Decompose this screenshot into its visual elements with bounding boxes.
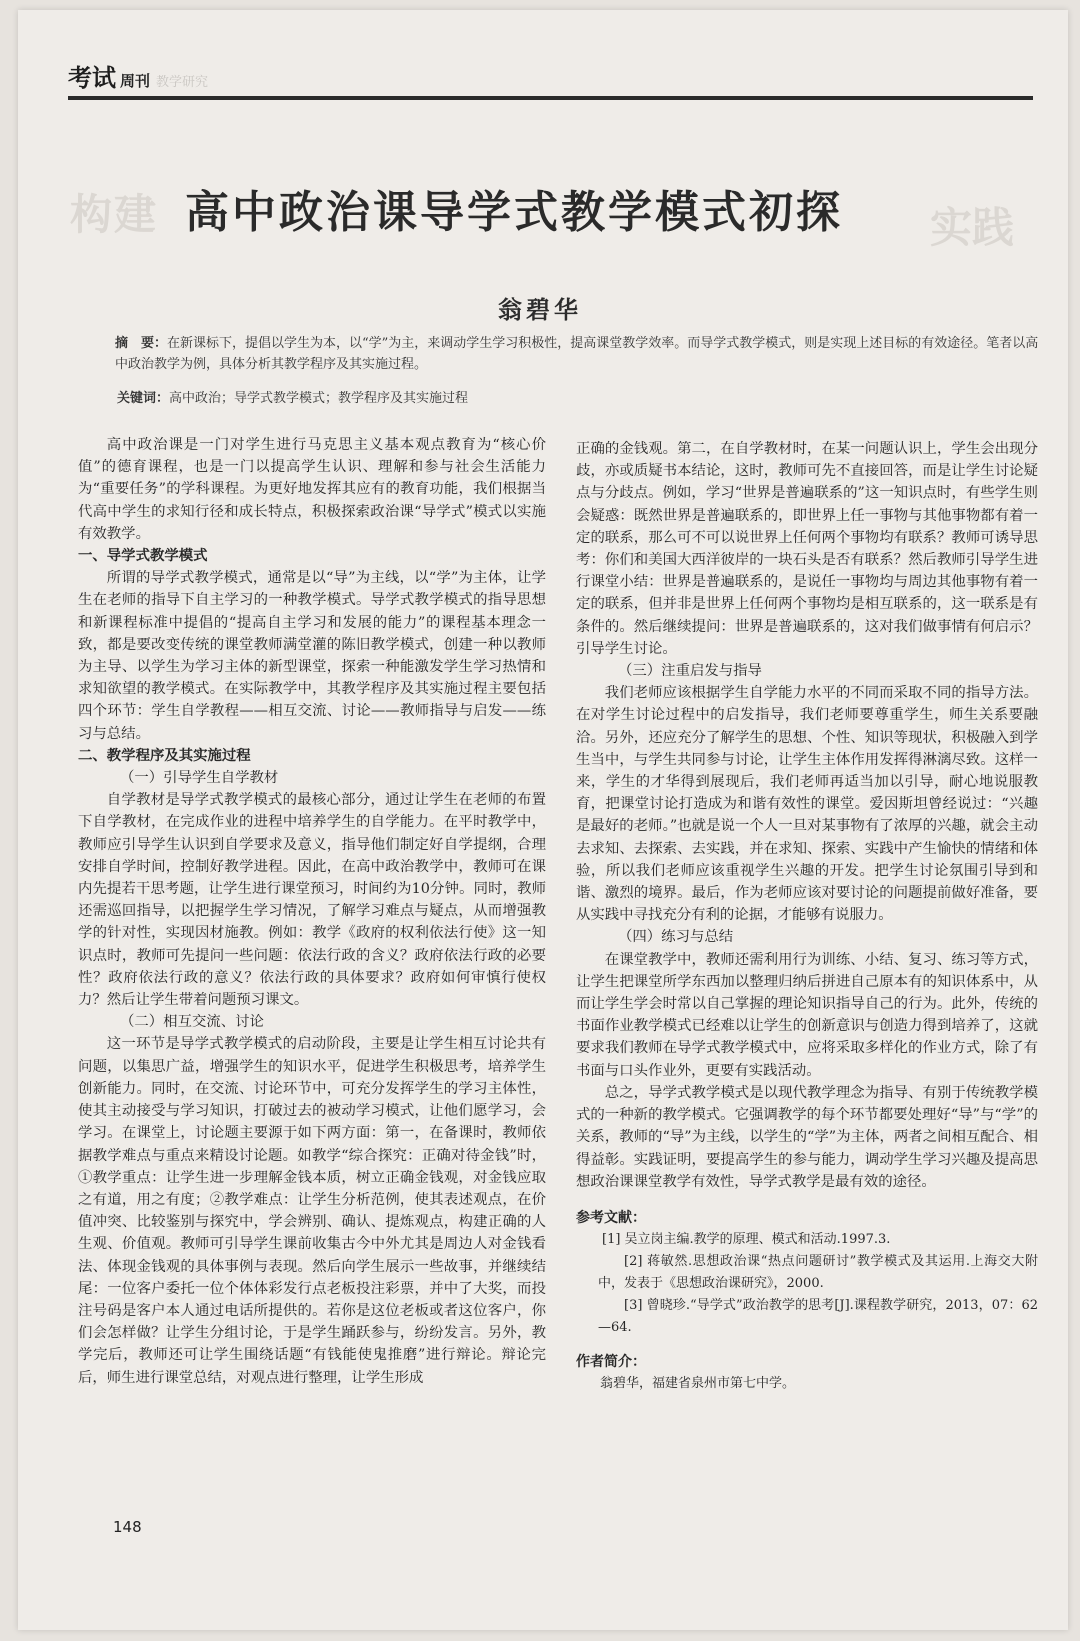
abstract-text: 在新课标下，提倡以学生为本，以“学”为主，来调动学生学习积极性，提高课堂教学效率。而导学式教学模式，则是实现上述目标的有效途径。笔者以高中政治教学为例，具体分析其教学程序及其实施过程。: [115, 336, 1039, 372]
page-number: 148: [113, 1518, 142, 1536]
intro-paragraph: 高中政治课是一门对学生进行马克思主义基本观点教育为“核心价值”的德育课程，也是一门以提高学生认识、理解和参与社会生活能力为“重要任务”的学科课程。为更好地发挥其应有的教育功能，我们根据当代高中学生的求知行径和成长特点，积极探索政治课“导学式”模式以实施有效教学。: [78, 437, 546, 542]
section-heading-1: 一、导学式教学模式: [78, 548, 208, 565]
reference-item: [2] 蒋敏然.思想政治课“热点问题研讨”教学模式及其运用.上海交大附中，发表于《思想政治课研究》，2000.: [598, 1254, 1038, 1292]
magazine-name: 考试: [68, 64, 116, 92]
subsection-heading-2: （二）相互交流、讨论: [120, 1014, 264, 1031]
subsection-1-paragraph: 自学教材是导学式教学模式的最核心部分，通过让学生在老师的布置下自学教材，在完成作业的进程中培养学生的自学能力。在平时教学中，教师应引导学生认识到自学要求及意义，指导他们制定好自学提纲，合理安排自学时间，控制好教学进程。因此，在高中政治教学中，教师可在课内先提若干思考题，让学生进行课堂预习，时间约为10分钟。同时，教师还需巡回指导，以把握学生学习情况，了解学习难点与疑点，从而增强教学的针对性，实现因材施教。例如：教学《政府的权利依法行使》这一知识点时，教师可先提问一些问题：依法行政的含义？政府依法行政的必要性？政府依法行政的意义？依法行政的具体要求？政府如何审慎行使权力？然后让学生带着问题预习课文。: [78, 792, 546, 1009]
left-column: [78, 434, 546, 1389]
reference-item: [1] 吴立岗主编.教学的原理、模式和活动.1997.3.: [602, 1232, 891, 1248]
keywords-label: 关键词：: [117, 391, 170, 406]
bleed-through-text-right: 实践: [930, 203, 1015, 252]
keywords: [117, 387, 1047, 406]
keywords-text: 高中政治；导学式教学模式；教学程序及其实施过程: [169, 391, 469, 406]
right-column: [576, 438, 1038, 1396]
subsection-heading-1: （一）引导学生自学教材: [120, 770, 279, 787]
continued-paragraph: 正确的金钱观。第二，在自学教材时，在某一问题认识上，学生会出现分歧，亦或质疑书本结论，这时，教师可先不直接回答，而是让学生讨论疑点与分歧点。例如，学习“世界是普遍联系的”这一知识点时，有些学生则会疑惑：既然世界是普遍联系的，即世界上任一事物与其他事物都有着一定的联系，那么可不可以说世界上任何两个事物均有联系？教师可诱导思考：你们和美国大西洋彼岸的一块石头是否有联系？然后教师引导学生进行课堂小结：世界是普遍联系的，是说任一事物均与周边其他事物有着一定的联系，但并非是世界上任何两个事物均是相互联系的，这一联系是有条件的。然后继续提问：世界是普遍联系的，这对我们做事情有何启示？引导学生讨论。: [576, 441, 1038, 657]
reference-item: [3] 曾晓珍.“导学式”政治教学的思考[J].课程教学研究，2013，07：62—64.: [598, 1298, 1038, 1336]
author-bio-title: 作者简介：: [576, 1354, 646, 1371]
bleed-through-text-left: 构建: [70, 190, 159, 239]
conclusion-paragraph: 总之，导学式教学模式是以现代教学理念为指导、有别于传统教学模式的一种新的教学模式。它强调教学的每个环节都要处理好“导”与“学”的关系，教师的“导”为主线，以学生的“学”为主体，两者之间相互配合、相得益彰。实践证明，要提高学生的参与能力，调动学生学习兴趣及提高思想政治课课堂教学有效性，导学式教学是最有效的途径。: [576, 1084, 1038, 1190]
header-rule: [68, 96, 1033, 100]
references-title: 参考文献：: [576, 1209, 646, 1226]
subsection-heading-3: （三）注重启发与指导: [618, 663, 762, 680]
abstract: [115, 333, 1050, 375]
abstract-label: 摘 要：: [115, 336, 168, 351]
subsection-heading-4: （四）练习与总结: [618, 929, 734, 946]
article-author: 翁碧华: [498, 295, 582, 324]
subsection-4-paragraph: 在课堂教学中，教师还需利用行为训练、小结、复习、练习等方式，让学生把课堂所学东西加以整理归纳后拼进自己原本有的知识体系中，从而让学生学会时常以自己掌握的理论知识指导自己的行为。此外，传统的书面作业教学模式已经难以让学生的创新意识与创造力得到培养了，这就要求我们教师在导学式教学模式中，应将采取多样化的作业方式，除了有书面与口头作业外，更要有实践活动。: [576, 951, 1038, 1079]
author-bio: 翁碧华，福建省泉州市第七中学。: [600, 1376, 796, 1392]
section-1-paragraph: 所谓的导学式教学模式，通常是以“导”为主线，以“学”为主体，让学生在老师的指导下自主学习的一种教学模式。导学式教学模式的指导思想和新课程标准中提倡的“提高自主学习和发展的能力”的课程基本理念一致，都是要改变传统的课堂教师满堂灌的陈旧教学模式，创建一种以教师为主导、以学生为学习主体的新型课堂，探索一种能激发学生学习热情和求知欲望的教学模式。在实际教学中，其教学程序及其实施过程主要包括四个环节：学生自学教程——相互交流、讨论——教师指导与启发——练习与总结。: [78, 570, 546, 742]
section-heading-2: 二、教学程序及其实施过程: [78, 747, 251, 764]
running-header: [68, 58, 1028, 98]
article-title: 高中政治课导学式教学模式初探: [185, 187, 843, 238]
header-ghost-text: 教学研究: [156, 75, 209, 90]
subsection-2-paragraph: 这一环节是导学式教学模式的启动阶段，主要是让学生相互讨论共有问题，以集思广益，增强学生的知识水平，促进学生积极思考，培养学生创新能力。同时，在交流、讨论环节中，可充分发挥学生的学习主体性，使其主动接受与学习知识，打破过去的被动学习模式，让他们愿学习，会学习。在课堂上，讨论题主要源于如下两方面：第一，在备课时，教师依据教学难点与重点来精设讨论题。如教学“综合探究：正确对待金钱”时，①教学重点：让学生进一步理解金钱本质，树立正确金钱观，对金钱应取之有道，用之有度；②教学难点：让学生分析范例，使其表述观点，在价值冲突、比较鉴别与探究中，学会辨别、确认、提炼观点，构建正确的人生观、价值观。教师可引导学生课前收集古今中外尤其是周边人对金钱看法、体现金钱观的具体事例与表现。然后向学生展示一些故事，并继续结尾：一位客户委托一位个体体彩发行点老板投注彩票，并中了大奖，而投注号码是客户本人通过电话所提供的。若你是这位老板或者这位客户，你们会怎样做？让学生分组讨论，于是学生踊跃参与，纷纷发言。另外，教学完后，教师还可让学生围绕话题“有钱能使鬼推磨”进行辩论。辩论完后，师生进行课堂总结，对观点进行整理，让学生形成: [78, 1036, 546, 1386]
references-list: [576, 1229, 1038, 1339]
magazine-subtitle: 周刊: [120, 72, 151, 90]
subsection-3-paragraph: 我们老师应该根据学生自学能力水平的不同而采取不同的指导方法。在对学生讨论过程中的启发指导，我们老师要尊重学生，师生关系要融洽。另外，还应充分了解学生的思想、个性、知识等现状，积极融入到学生当中，与学生共同参与讨论，让学生主体作用发挥得淋漓尽致。这样一来，学生的才华得到展现后，我们老师再适当加以引导，耐心地说服教育，把课堂讨论打造成为和谐有效性的课堂。爱因斯坦曾经说过：“兴趣是最好的老师。”也就是说一个人一旦对某事物有了浓厚的兴趣，就会主动去求知、去探索、去实践，并在求知、探索、实践中产生愉快的情绪和体验，所以我们老师应该重视学生兴趣的开发。把学生讨论氛围引导到和谐、激烈的境界。最后，作为老师应该对要讨论的问题提前做好准备，要从实践中寻找充分有利的论据，才能够有说服力。: [576, 685, 1038, 924]
